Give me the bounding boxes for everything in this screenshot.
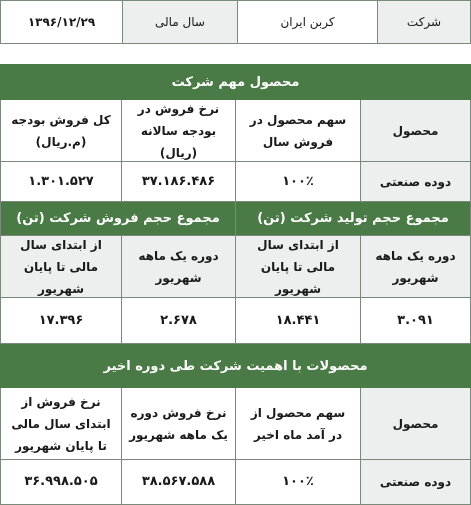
sales-volume-title: مجموع حجم فروش شرکت (تن) (0, 202, 236, 236)
section2-title-row (0, 202, 471, 236)
spacer (0, 44, 471, 64)
row-budget-total: ۱.۳۰۱.۵۲۷ (0, 162, 122, 202)
header-revenue-share: سهم محصول از در آمد ماه اخیر (236, 388, 361, 460)
header-product: محصول (361, 100, 471, 162)
company-label: شرکت (378, 0, 471, 44)
row-product: دوده صنعتی (361, 162, 471, 202)
section3-data-row (0, 460, 471, 505)
company-info-row (0, 0, 471, 44)
section3-header-row (0, 388, 471, 460)
section-recent-products-title: محصولات با اهمیت شرکت طی دوره اخیر (0, 344, 471, 388)
section-important-product-title: محصول مهم شرکت (0, 64, 471, 100)
header-production-month: دوره یک ماهه شهریور (361, 236, 471, 298)
row-budget-rate: ۳۷.۱۸۶.۴۸۶ (122, 162, 236, 202)
header-sales-month: دوره یک ماهه شهریور (122, 236, 236, 298)
row-sales-share: ۱۰۰٪ (236, 162, 361, 202)
header-budget-total: کل فروش بودجه (م.ریال) (0, 100, 122, 162)
header-rate-ytd: نرخ فروش از ابتدای سال مالی تا پایان شهریور (0, 388, 122, 460)
fiscal-year-label: سال مالی (123, 0, 238, 44)
header-rate-month: نرخ فروش دوره یک ماهه شهریور (122, 388, 236, 460)
company-name: کربن ایران (238, 0, 378, 44)
row-production-month: ۳.۰۹۱ (361, 298, 471, 344)
header-sales-ytd: از ابتدای سال مالی تا پایان شهریور (0, 236, 122, 298)
production-volume-title: مجموع حجم تولید شرکت (تن) (236, 202, 471, 236)
section1-data-row (0, 162, 471, 202)
row-revenue-share: ۱۰۰٪ (236, 460, 361, 505)
section2-header-row (0, 236, 471, 298)
row-rate-month: ۳۸.۵۶۷.۵۸۸ (122, 460, 236, 505)
header-recent-product: محصول (361, 388, 471, 460)
row-production-ytd: ۱۸.۴۴۱ (236, 298, 361, 344)
row-recent-product: دوده صنعتی (361, 460, 471, 505)
header-production-ytd: از ابتدای سال مالی تا پایان شهریور (236, 236, 361, 298)
section2-data-row (0, 298, 471, 344)
row-sales-ytd: ۱۷.۳۹۶ (0, 298, 122, 344)
fiscal-year-date: ۱۳۹۶/۱۲/۲۹ (0, 0, 123, 44)
header-budget-rate: نرخ فروش در بودجه سالانه (ریال) (122, 100, 236, 162)
header-sales-share: سهم محصول در فروش سال (236, 100, 361, 162)
section1-header-row (0, 100, 471, 162)
row-rate-ytd: ۳۶.۹۹۸.۵۰۵ (0, 460, 122, 505)
row-sales-month: ۲.۶۷۸ (122, 298, 236, 344)
